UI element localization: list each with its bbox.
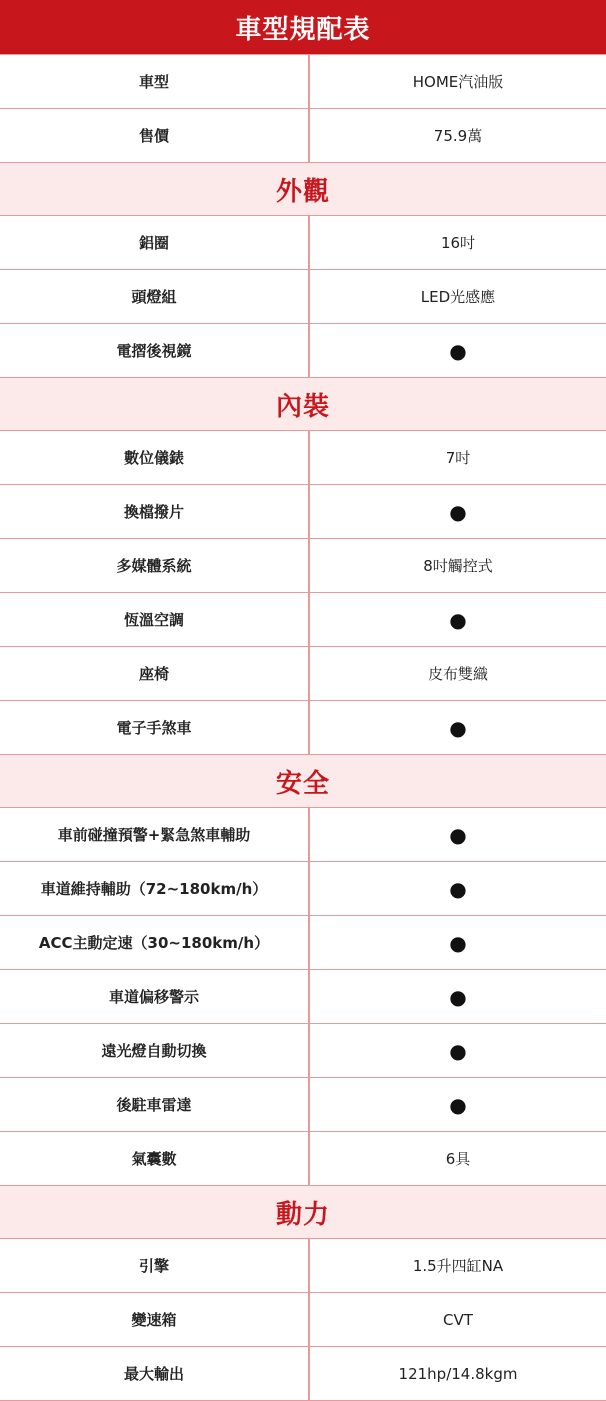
spec-label: 變速箱 xyxy=(0,1293,310,1346)
table-row xyxy=(0,485,606,539)
section-header: 外觀 xyxy=(0,163,606,216)
spec-value: LED光感應 xyxy=(420,288,496,306)
table-row xyxy=(0,55,606,109)
spec-label: 遠光燈自動切換 xyxy=(0,1024,310,1077)
spec-value: 6具 xyxy=(445,1150,471,1168)
table-row xyxy=(0,109,606,163)
spec-label: ACC主動定速（30~180km/h） xyxy=(0,916,310,969)
table-row xyxy=(0,1078,606,1132)
spec-value: 皮布雙織 xyxy=(427,665,488,683)
table-body xyxy=(0,55,606,1401)
spec-label: 引擎 xyxy=(0,1239,310,1292)
section-header: 內裝 xyxy=(0,378,606,431)
spec-value: 8吋觸控式 xyxy=(423,557,493,575)
spec-label: 恆溫空調 xyxy=(0,593,310,646)
spec-label: 電摺後視鏡 xyxy=(0,324,310,377)
table-row xyxy=(0,1239,606,1293)
spec-label: 座椅 xyxy=(0,647,310,700)
table-row xyxy=(0,539,606,593)
section-header: 動力 xyxy=(0,1186,606,1239)
table-row xyxy=(0,593,606,647)
equipped-dot-icon: ● xyxy=(449,338,467,363)
section-header: 安全 xyxy=(0,755,606,808)
equipped-dot-icon: ● xyxy=(449,822,467,847)
table-title: 車型規配表 xyxy=(0,0,606,55)
spec-value: 7吋 xyxy=(445,449,471,467)
table-row xyxy=(0,862,606,916)
spec-value: HOME汽油版 xyxy=(412,73,504,91)
table-row xyxy=(0,324,606,378)
spec-label: 數位儀錶 xyxy=(0,431,310,484)
table-row xyxy=(0,808,606,862)
spec-label: 頭燈組 xyxy=(0,270,310,323)
table-row xyxy=(0,216,606,270)
spec-label: 車道偏移警示 xyxy=(0,970,310,1023)
equipped-dot-icon: ● xyxy=(449,607,467,632)
table-row xyxy=(0,916,606,970)
spec-value: 1.5升四缸NA xyxy=(412,1257,504,1275)
spec-value: CVT xyxy=(443,1310,473,1329)
table-row xyxy=(0,1132,606,1186)
equipped-dot-icon: ● xyxy=(449,876,467,901)
spec-label: 車道維持輔助（72~180km/h） xyxy=(0,862,310,915)
equipped-dot-icon: ● xyxy=(449,930,467,955)
equipped-dot-icon: ● xyxy=(449,984,467,1009)
table-row xyxy=(0,970,606,1024)
spec-label: 車型 xyxy=(0,55,310,108)
spec-label: 換檔撥片 xyxy=(0,485,310,538)
table-row xyxy=(0,1024,606,1078)
equipped-dot-icon: ● xyxy=(449,1038,467,1063)
table-row xyxy=(0,701,606,755)
table-row xyxy=(0,1293,606,1347)
table-row xyxy=(0,1347,606,1401)
spec-value: 75.9萬 xyxy=(433,127,483,145)
table-row xyxy=(0,647,606,701)
spec-label: 多媒體系統 xyxy=(0,539,310,592)
spec-label: 最大輸出 xyxy=(0,1347,310,1400)
spec-label: 車前碰撞預警+緊急煞車輔助 xyxy=(0,808,310,861)
spec-label: 鋁圈 xyxy=(0,216,310,269)
spec-label: 後駐車雷達 xyxy=(0,1078,310,1131)
equipped-dot-icon: ● xyxy=(449,1092,467,1117)
spec-label: 售價 xyxy=(0,109,310,162)
table-row xyxy=(0,270,606,324)
equipped-dot-icon: ● xyxy=(449,715,467,740)
spec-value: 16吋 xyxy=(440,234,476,252)
spec-label: 氣囊數 xyxy=(0,1132,310,1185)
spec-value: 121hp/14.8kgm xyxy=(398,1364,518,1383)
spec-label: 電子手煞車 xyxy=(0,701,310,754)
equipped-dot-icon: ● xyxy=(449,499,467,524)
table-row xyxy=(0,431,606,485)
